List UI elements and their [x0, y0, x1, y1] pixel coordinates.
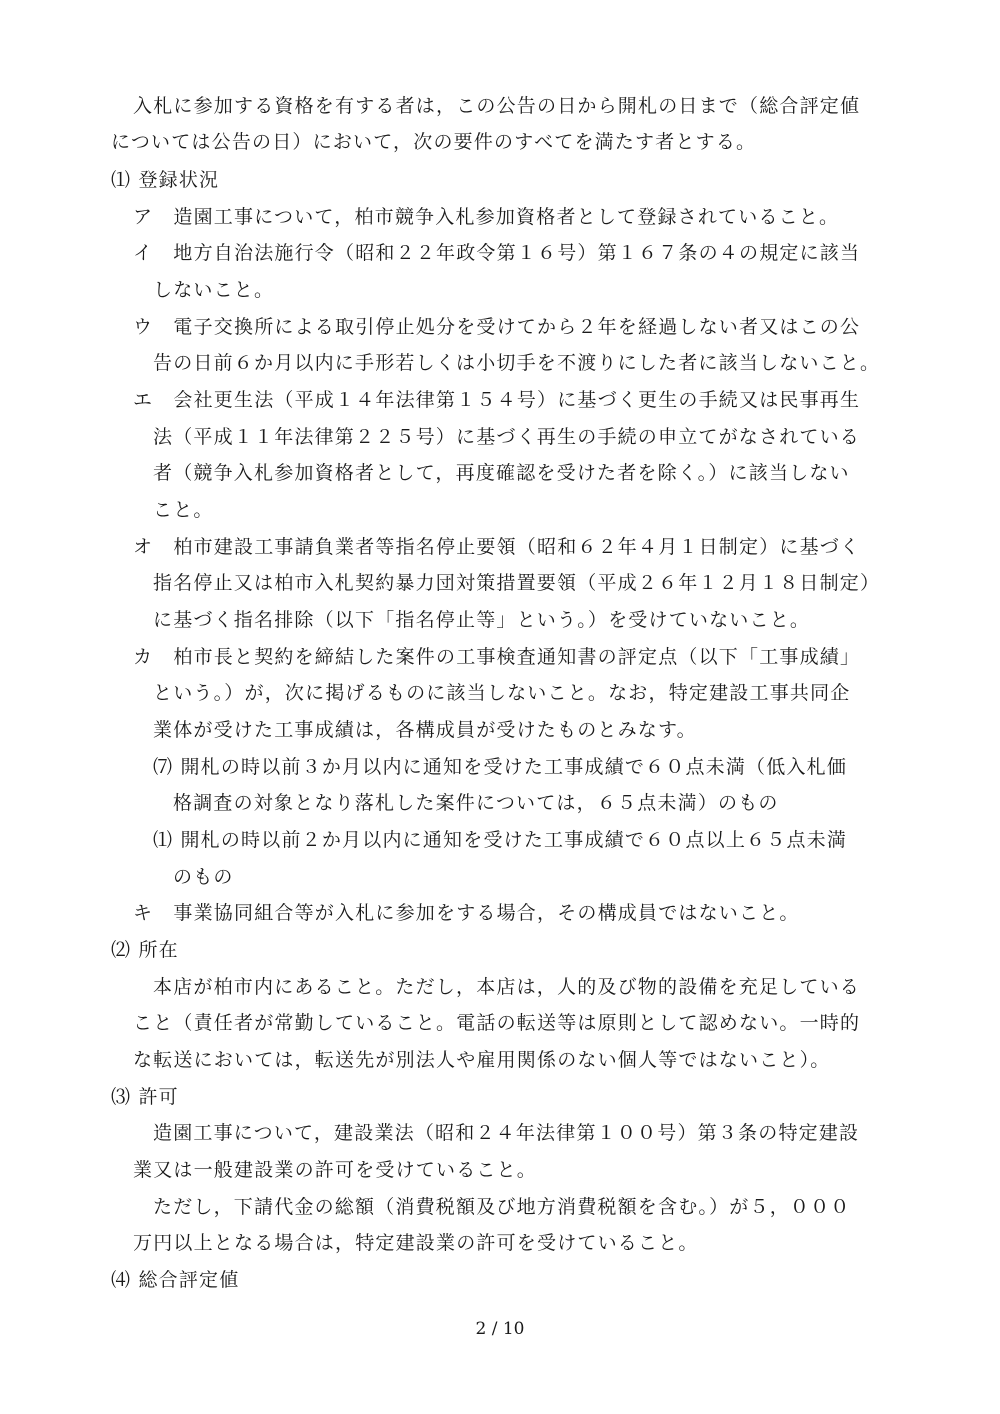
item-u: ウ 電子交換所による取引停止処分を受けてから２年を経過しない者又はこの公 — [133, 316, 861, 338]
location-text: こと（責任者が常勤していること。電話の転送等は原則として認めない。一時的 — [133, 1012, 861, 1034]
location-text: 本店が柏市内にあること。ただし，本店は，人的及び物的設備を充足している — [153, 976, 861, 998]
item-o-cont: 指名停止又は柏市入札契約暴力団対策措置要領（平成２６年１２月１８日制定） — [153, 572, 881, 594]
item-ka-cont: という。）が，次に掲げるものに該当しないこと。なお，特定建設工事共同企 — [153, 682, 851, 704]
location-text: な転送においては，転送先が別法人や雇用関係のない個人等ではないこと）。 — [133, 1049, 831, 1071]
permit-text: 業又は一般建設業の許可を受けていること。 — [133, 1159, 538, 1181]
permit-text: 万円以上となる場合は，特定建設業の許可を受けていること。 — [133, 1232, 699, 1254]
item-a: ア 造園工事について，柏市競争入札参加資格者として登録されていること。 — [133, 206, 840, 228]
section-heading-location: ⑵ 所在 — [111, 939, 179, 961]
section-heading-registration: ⑴ 登録状況 — [111, 169, 220, 191]
item-u-cont: 告の日前６か月以内に手形若しくは小切手を不渡りにした者に該当しないこと。 — [153, 352, 881, 374]
subitem-a: ⑺ 開札の時以前３か月以内に通知を受けた工事成績で６０点未満（低入札価 — [153, 756, 848, 778]
item-o-cont: に基づく指名排除（以下「指名停止等」という。）を受けていないこと。 — [153, 609, 811, 631]
item-i: イ 地方自治法施行令（昭和２２年政令第１６号）第１６７条の４の規定に該当 — [133, 242, 861, 264]
item-ka-cont: 業体が受けた工事成績は，各構成員が受けたものとみなす。 — [153, 719, 697, 741]
item-ki: キ 事業協同組合等が入札に参加をする場合，その構成員ではないこと。 — [133, 902, 800, 924]
section-heading-permit: ⑶ 許可 — [111, 1086, 179, 1108]
permit-text: ただし，下請代金の総額（消費税額及び地方消費税額を含む。）が５，０００ — [153, 1196, 851, 1218]
subitem-b: ⑴ 開札の時以前２か月以内に通知を受けた工事成績で６０点以上６５点未満 — [153, 829, 848, 851]
subitem-b-cont: のもの — [173, 866, 234, 888]
item-e-cont: こと。 — [153, 499, 214, 521]
intro-line: については公告の日）において，次の要件のすべてを満たす者とする。 — [111, 131, 757, 153]
permit-text: 造園工事について，建設業法（昭和２４年法律第１００号）第３条の特定建設 — [153, 1122, 860, 1144]
item-e: エ 会社更生法（平成１４年法律第１５４号）に基づく更生の手続又は民事再生 — [133, 389, 861, 411]
item-o: オ 柏市建設工事請負業者等指名停止要領（昭和６２年４月１日制定）に基づく — [133, 536, 861, 558]
item-e-cont: 法（平成１１年法律第２２５号）に基づく再生の手続の申立てがなされている — [153, 426, 861, 448]
page-number: 2 / 10 — [475, 1319, 525, 1339]
intro-line: 入札に参加する資格を有する者は，この公告の日から開札の日まで（総合評定値 — [133, 95, 861, 117]
section-heading-evaluation: ⑷ 総合評定値 — [111, 1269, 240, 1291]
subitem-a-cont: 格調査の対象となり落札した案件については，６５点未満）のもの — [173, 792, 779, 814]
item-i-cont: しないこと。 — [153, 279, 275, 301]
item-e-cont: 者（競争入札参加資格者として，再度確認を受けた者を除く。）に該当しない — [153, 462, 850, 484]
item-ka: カ 柏市長と契約を締結した案件の工事検査通知書の評定点（以下「工事成績」 — [133, 646, 861, 668]
